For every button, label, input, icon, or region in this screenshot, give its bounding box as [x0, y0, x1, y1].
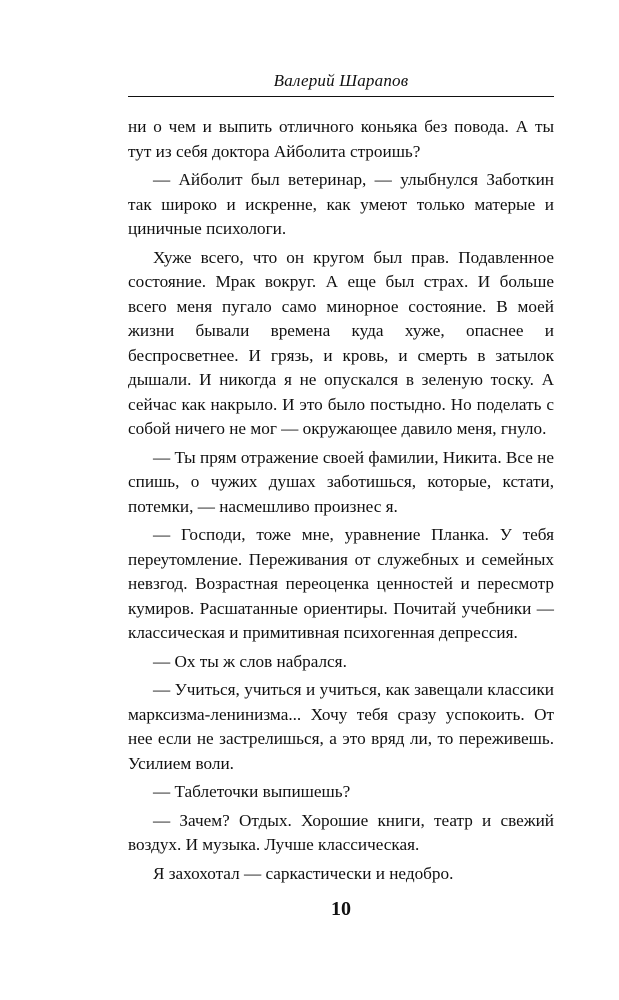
paragraph-7: — Учиться, учиться и учиться, как завещали классики марксизма-ленинизма... Хочу тебя сразу успокоить. От нее если не застрелишься, а это вряд ли, то переживешь. Усилием воли.: [128, 680, 554, 773]
paragraph-10: Я захохотал — саркастически и недобро.: [153, 863, 454, 883]
page-number: 10: [331, 898, 351, 920]
running-head-author: Валерий Шарапов: [273, 71, 409, 90]
paragraph-3: Хуже всего, что он кругом был прав. Подавленное состояние. Мрак вокруг. А еще был страх. И больше всего меня пугало само минорное состояние. В моей жизни бывали времена куда хуже, опаснее и беспросветнее. И грязь, и кровь, и смерть в затылок дышали. И никогда я не опускался в зеленую тоску. А сейчас как накрыло. И это было постыдно. Но поделать с собой ничего не мог — окружающее давило меня, гнуло.: [128, 247, 554, 438]
paragraph-2: — Айболит был ветеринар, — улыбнулся Заботкин так широко и искренне, как умеют только матерые и циничные психологи.: [128, 170, 554, 238]
paragraph-9: — Зачем? Отдых. Хорошие книги, театр и свежий воздух. И музыка. Лучше классическая.: [128, 810, 554, 854]
paragraph-8: — Таблеточки выпишешь?: [153, 782, 351, 801]
page-body: [128, 115, 554, 890]
paragraph-4: — Ты прям отражение своей фамилии, Никита. Все не спишь, о чужих душах заботишься, которые, кстати, потемки, — насмешливо произнес я.: [128, 447, 554, 516]
paragraph-5: — Господи, тоже мне, уравнение Планка. У тебя переутомление. Переживания от служебных и семейных невзгод. Возрастная переоценка ценностей и пересмотр кумиров. Расшатанные ориентиры. Почитай учебники — классическая и примитивная психогенная депрессия.: [128, 525, 554, 642]
paragraph-1: ни о чем и выпить отличного коньяка без повода. А ты тут из себя доктора Айболита строишь?: [128, 117, 554, 161]
paragraph-6: — Ох ты ж слов набрался.: [153, 651, 347, 671]
header-rule: [128, 96, 554, 97]
